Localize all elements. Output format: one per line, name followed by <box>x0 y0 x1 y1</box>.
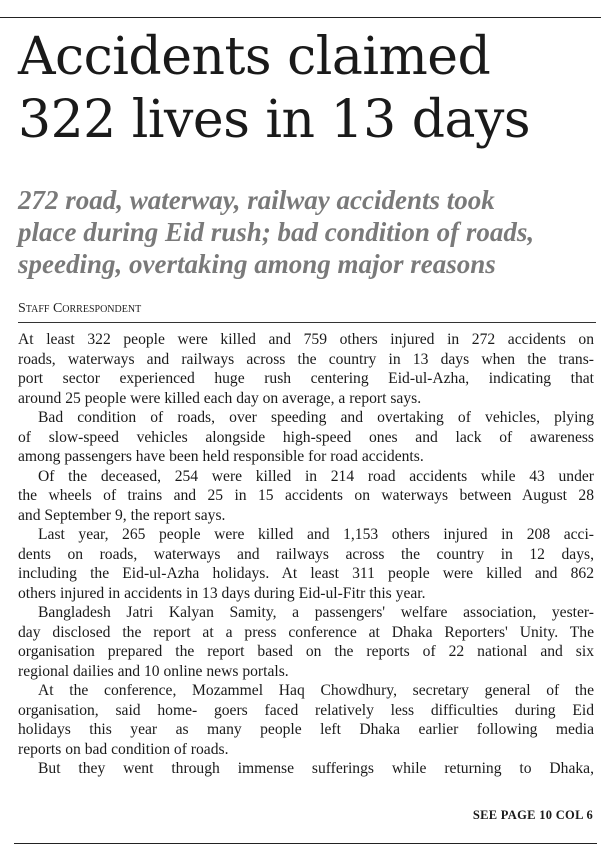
text-line: around 25 people were killed each day on average, a report says. <box>18 389 422 407</box>
text-line: Last year, 265 people were killed and 1,153 others injured in 208 acci- <box>38 526 594 543</box>
article-paragraph <box>18 681 594 759</box>
text-line: reports on bad condition of roads. <box>18 740 229 758</box>
headline <box>18 26 598 152</box>
article-paragraph <box>18 759 594 779</box>
text-line: among passengers have been held responsible for road accidents. <box>18 448 424 465</box>
text-line: Of the deceased, 254 were killed in 214 road accidents while 43 under <box>38 467 594 485</box>
text-line: of slow-speed vehicles alongside high-speed ones and lack of awareness <box>18 428 594 446</box>
article-paragraph <box>18 525 594 603</box>
text-line: Bad condition of roads, over speeding and overtaking of vehicles, plying <box>38 409 594 426</box>
bottom-rule <box>14 843 597 844</box>
text-line: day disclosed the report at a press conference at Dhaka Reporters' Unity. The <box>18 623 594 641</box>
text-line: others injured in accidents in 13 days during Eid-ul-Fitr this year. <box>18 584 426 602</box>
text-line: Bangladesh Jatri Kalyan Samity, a passengers' welfare association, yester- <box>38 604 594 621</box>
text-line: and September 9, the report says. <box>18 506 226 524</box>
text-line: roads, waterways and railways across the country in 13 days when the trans- <box>18 350 594 368</box>
article-paragraph <box>18 408 594 467</box>
continued-on-label: SEE PAGE 10 COL 6 <box>472 808 593 822</box>
text-line: At the conference, Mozammel Haq Chowdhury, secretary general of the <box>38 682 594 699</box>
subheadline <box>18 184 598 280</box>
text-line: the wheels of trains and 25 in 15 accidents on waterways between August 28 <box>18 487 594 504</box>
headline-line: Accidents claimed <box>18 27 491 87</box>
text-line: regional dailies and 10 online news portals. <box>18 662 289 680</box>
article-paragraph <box>18 603 594 681</box>
text-line: organisation prepared the report based on the reports of 22 national and six <box>18 643 594 660</box>
text-line: port sector experienced huge rush centering Eid-ul-Azha, indicating that <box>18 370 594 387</box>
article-body <box>18 330 594 779</box>
byline-rule <box>18 322 596 323</box>
subheadline-line: 272 road, waterway, railway accidents took <box>18 185 495 215</box>
subheadline-line: speeding, overtaking among major reasons <box>18 249 496 279</box>
headline-line: 322 lives in 13 days <box>18 90 531 150</box>
text-line: At least 322 people were killed and 759 others injured in 272 accidents on <box>18 331 594 348</box>
text-line: But they went through immense sufferings while returning to Dhaka, <box>38 760 594 777</box>
text-line: organisation, said home- goers faced relatively less difficulties during Eid <box>18 701 594 719</box>
text-line: holidays this year as many people left Dhaka earlier following media <box>18 721 594 738</box>
subheadline-line: place during Eid rush; bad condition of roads, <box>18 217 535 247</box>
top-rule <box>0 17 601 18</box>
text-line: dents on roads, waterways and railways across the country in 12 days, <box>18 545 594 563</box>
byline: Staff Correspondent <box>18 301 142 316</box>
text-line: including the Eid-ul-Azha holidays. At least 311 people were killed and 862 <box>18 565 594 582</box>
article-paragraph <box>18 467 594 526</box>
article-paragraph <box>18 330 594 408</box>
